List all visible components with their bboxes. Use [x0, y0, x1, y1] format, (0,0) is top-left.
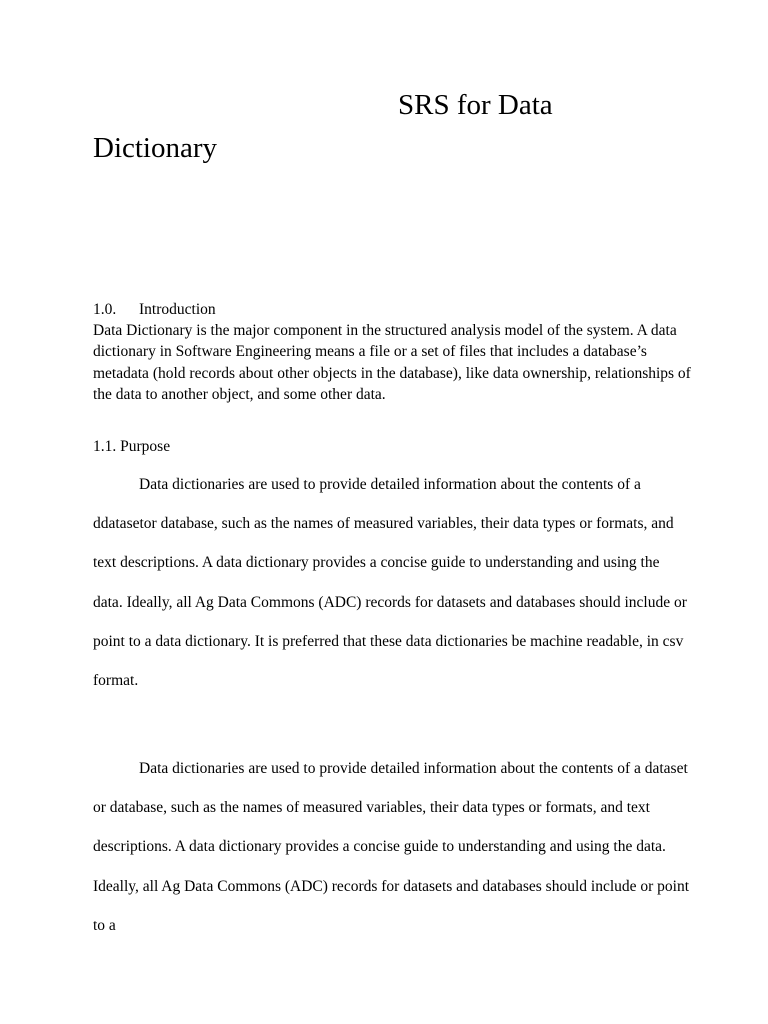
introduction-text: Data Dictionary is the major component in the structured analysis model of the system. A data dictionary in Software Engineering means a file or a set of files that includes a database’s metadata (hold records about other objects in the database), like data ownership, relationships of the data to another object, and some other data.	[93, 322, 691, 404]
document-title-line-2: Dictionary	[93, 132, 218, 164]
purpose-paragraph-2: Data dictionaries are used to provide detailed information about the contents of a dataset or database, such as the names of measured variables, their data types or formats, and text descriptions. A data dictionary provides a concise guide to understanding and using the data. Ideally, all Ag Data Commons (ADC) records for datasets and databases should include or point to a	[93, 760, 690, 934]
introduction-heading-text: Introduction	[139, 301, 216, 318]
purpose-paragraph-1: Data dictionaries are used to provide detailed information about the contents of a ddatasetor database, such as the names of measured variables, their data types or formats, and text descriptions. A data dictionary provides a concise guide to understanding and using the data. Ideally, all Ag Data Commons (ADC) records for datasets and databases should include or point to a data dictionary. It is preferred that these data dictionaries be machine readable, in csv format.	[93, 476, 687, 690]
purpose-paragraph-2-block	[93, 749, 693, 945]
purpose-paragraph-1-block	[93, 465, 693, 700]
document-title-line-1: SRS for Data	[398, 89, 553, 121]
purpose-section	[93, 436, 693, 457]
purpose-heading: 1.1. Purpose	[93, 438, 171, 455]
introduction-section	[93, 299, 693, 406]
document-title	[93, 84, 693, 170]
introduction-number: 1.0.	[93, 301, 117, 318]
introduction-heading	[93, 299, 693, 320]
